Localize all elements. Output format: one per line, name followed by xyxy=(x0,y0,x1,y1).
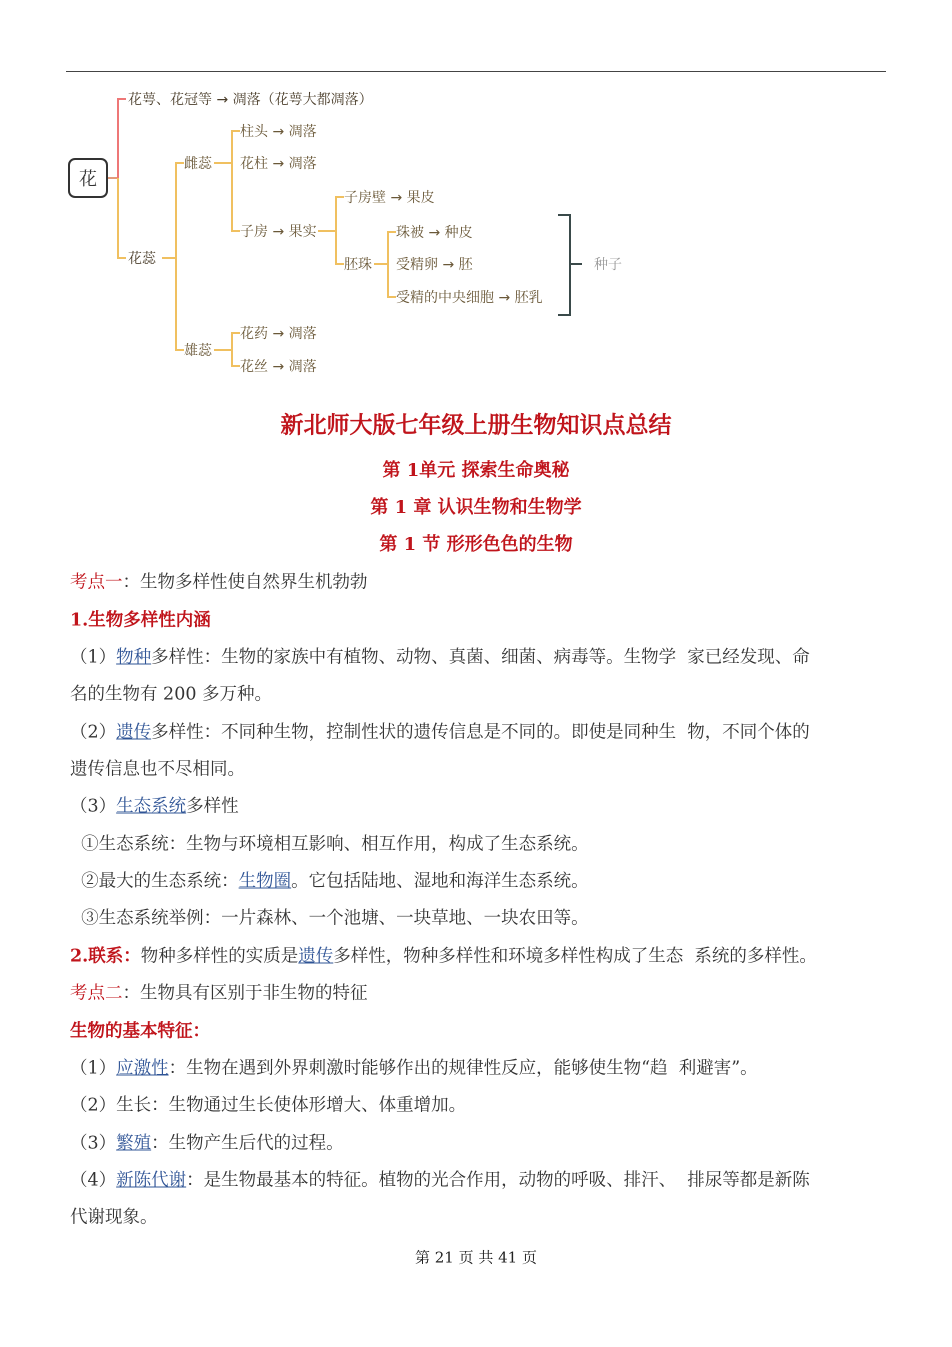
paragraph-line xyxy=(70,1130,344,1155)
text-segment: 。它包括陆地、湿地和海洋生态系统。 xyxy=(291,871,589,892)
paragraph-line xyxy=(70,831,589,856)
term-link[interactable]: 生物圈 xyxy=(238,871,292,892)
paragraph-line xyxy=(70,569,368,594)
paragraph-line xyxy=(70,1167,810,1192)
diagram-central-cell: 受精的中央细胞 → 胚乳 xyxy=(396,290,543,306)
diagram-stamen: 雄蕊 xyxy=(184,343,212,359)
paragraph-line xyxy=(70,905,589,930)
text-segment: 多样性：生物的家族中有植物、动物、真菌、细菌、病毒等。生物学 家已经发现、命 xyxy=(151,647,810,668)
diagram-filament: 花丝 → 凋落 xyxy=(240,359,317,375)
diagram-integument: 珠被 → 种皮 xyxy=(396,225,473,241)
paragraph-line xyxy=(70,719,810,744)
heading-text: 考点二 xyxy=(70,983,123,1004)
diagram-sepal: 花萼、花冠等 → 凋落（花萼大都凋落） xyxy=(128,92,373,108)
diagram-style: 花柱 → 凋落 xyxy=(240,156,317,172)
paragraph-line xyxy=(70,681,272,706)
diagram-ovary-wall: 子房壁 → 果皮 xyxy=(344,190,435,206)
unit-heading: 第 1单元 探索生命奥秘 xyxy=(382,460,570,481)
paragraph-line xyxy=(70,980,368,1005)
text-segment: ③生态系统举例：一片森林、一个池塘、一块草地、一块农田等。 xyxy=(70,908,589,929)
text-segment: （1） xyxy=(70,1058,117,1079)
text-segment: 名的生物有 200 多万种。 xyxy=(70,684,273,705)
text-segment: 多样性，物种多样性和环境多样性构成了生态 系统的多样性。 xyxy=(333,946,817,967)
heading-text: 生物的基本特征： xyxy=(70,1021,210,1042)
paragraph-line xyxy=(70,607,211,632)
text-segment: ：生物在遇到外界刺激时能够作出的规律性反应，能够使生物“趋 利避害”。 xyxy=(168,1058,758,1079)
text-segment: 遗传信息也不尽相同。 xyxy=(70,759,245,780)
heading-text: 2.联系： xyxy=(70,946,141,967)
chapter-heading: 第 1 章 认识生物和生物学 xyxy=(370,497,582,518)
text-segment: ：生物多样性使自然界生机勃勃 xyxy=(122,572,368,593)
text-segment: （4） xyxy=(70,1170,117,1191)
paragraph-line xyxy=(70,1204,158,1229)
paragraph-line xyxy=(70,1055,758,1080)
text-segment: （2）生长：生物通过生长使体形增大、体重增加。 xyxy=(70,1095,467,1116)
text-segment: 物种多样性的实质是 xyxy=(140,946,299,967)
paragraph-line xyxy=(70,868,589,893)
page-footer: 第 21 页 共 41 页 xyxy=(414,1248,537,1267)
term-link[interactable]: 应激性 xyxy=(116,1058,169,1079)
text-segment: 代谢现象。 xyxy=(70,1207,158,1228)
paragraph-line xyxy=(70,943,817,968)
text-segment: ：生物产生后代的过程。 xyxy=(151,1133,344,1154)
diagram-anther: 花药 → 凋落 xyxy=(240,326,317,342)
term-link[interactable]: 生态系统 xyxy=(116,796,187,817)
main-title: 新北师大版七年级上册生物知识点总结 xyxy=(280,411,672,439)
paragraph-line xyxy=(70,1018,210,1043)
text-segment: （3） xyxy=(70,1133,117,1154)
text-segment: ：是生物最基本的特征。植物的光合作用，动物的呼吸、排汗、 排尿等都是新陈 xyxy=(186,1170,810,1191)
heading-text: 考点一 xyxy=(70,572,123,593)
term-link[interactable]: 遗传 xyxy=(298,946,334,967)
diagram-ovule: 胚珠 xyxy=(344,257,372,273)
paragraph-line xyxy=(70,1092,466,1117)
diagram-zygote: 受精卵 → 胚 xyxy=(396,257,473,273)
text-segment: 多样性：不同种生物，控制性状的遗传信息是不同的。即使是同种生 物，不同个体的 xyxy=(151,722,810,743)
term-link[interactable]: 遗传 xyxy=(116,722,152,743)
term-link[interactable]: 物种 xyxy=(116,647,152,668)
diagram-stigma: 柱头 → 凋落 xyxy=(240,124,317,140)
text-segment: ②最大的生态系统： xyxy=(70,871,239,892)
text-segment: （3） xyxy=(70,796,117,817)
heading-text: 1.生物多样性内涵 xyxy=(70,610,211,631)
section-heading: 第 1 节 形形色色的生物 xyxy=(379,534,573,555)
text-segment: 多样性 xyxy=(186,796,239,817)
diagram-connectors xyxy=(0,0,952,400)
diagram-pistil: 雌蕊 xyxy=(184,156,212,172)
diagram-ovary: 子房 → 果实 xyxy=(240,224,317,240)
text-segment: （2） xyxy=(70,722,117,743)
paragraph-line xyxy=(70,793,239,818)
text-segment: ①生态系统：生物与环境相互影响、相互作用，构成了生态系统。 xyxy=(70,834,589,855)
diagram-core: 花蕊 xyxy=(128,251,156,267)
text-segment: ：生物具有区别于非生物的特征 xyxy=(122,983,368,1004)
paragraph-line xyxy=(70,644,810,669)
diagram-seed: 种子 xyxy=(594,257,622,273)
term-link[interactable]: 新陈代谢 xyxy=(116,1170,187,1191)
term-link[interactable]: 繁殖 xyxy=(116,1133,152,1154)
diagram-root-flower: 花 xyxy=(68,158,108,198)
paragraph-line xyxy=(70,756,245,781)
text-segment: （1） xyxy=(70,647,117,668)
